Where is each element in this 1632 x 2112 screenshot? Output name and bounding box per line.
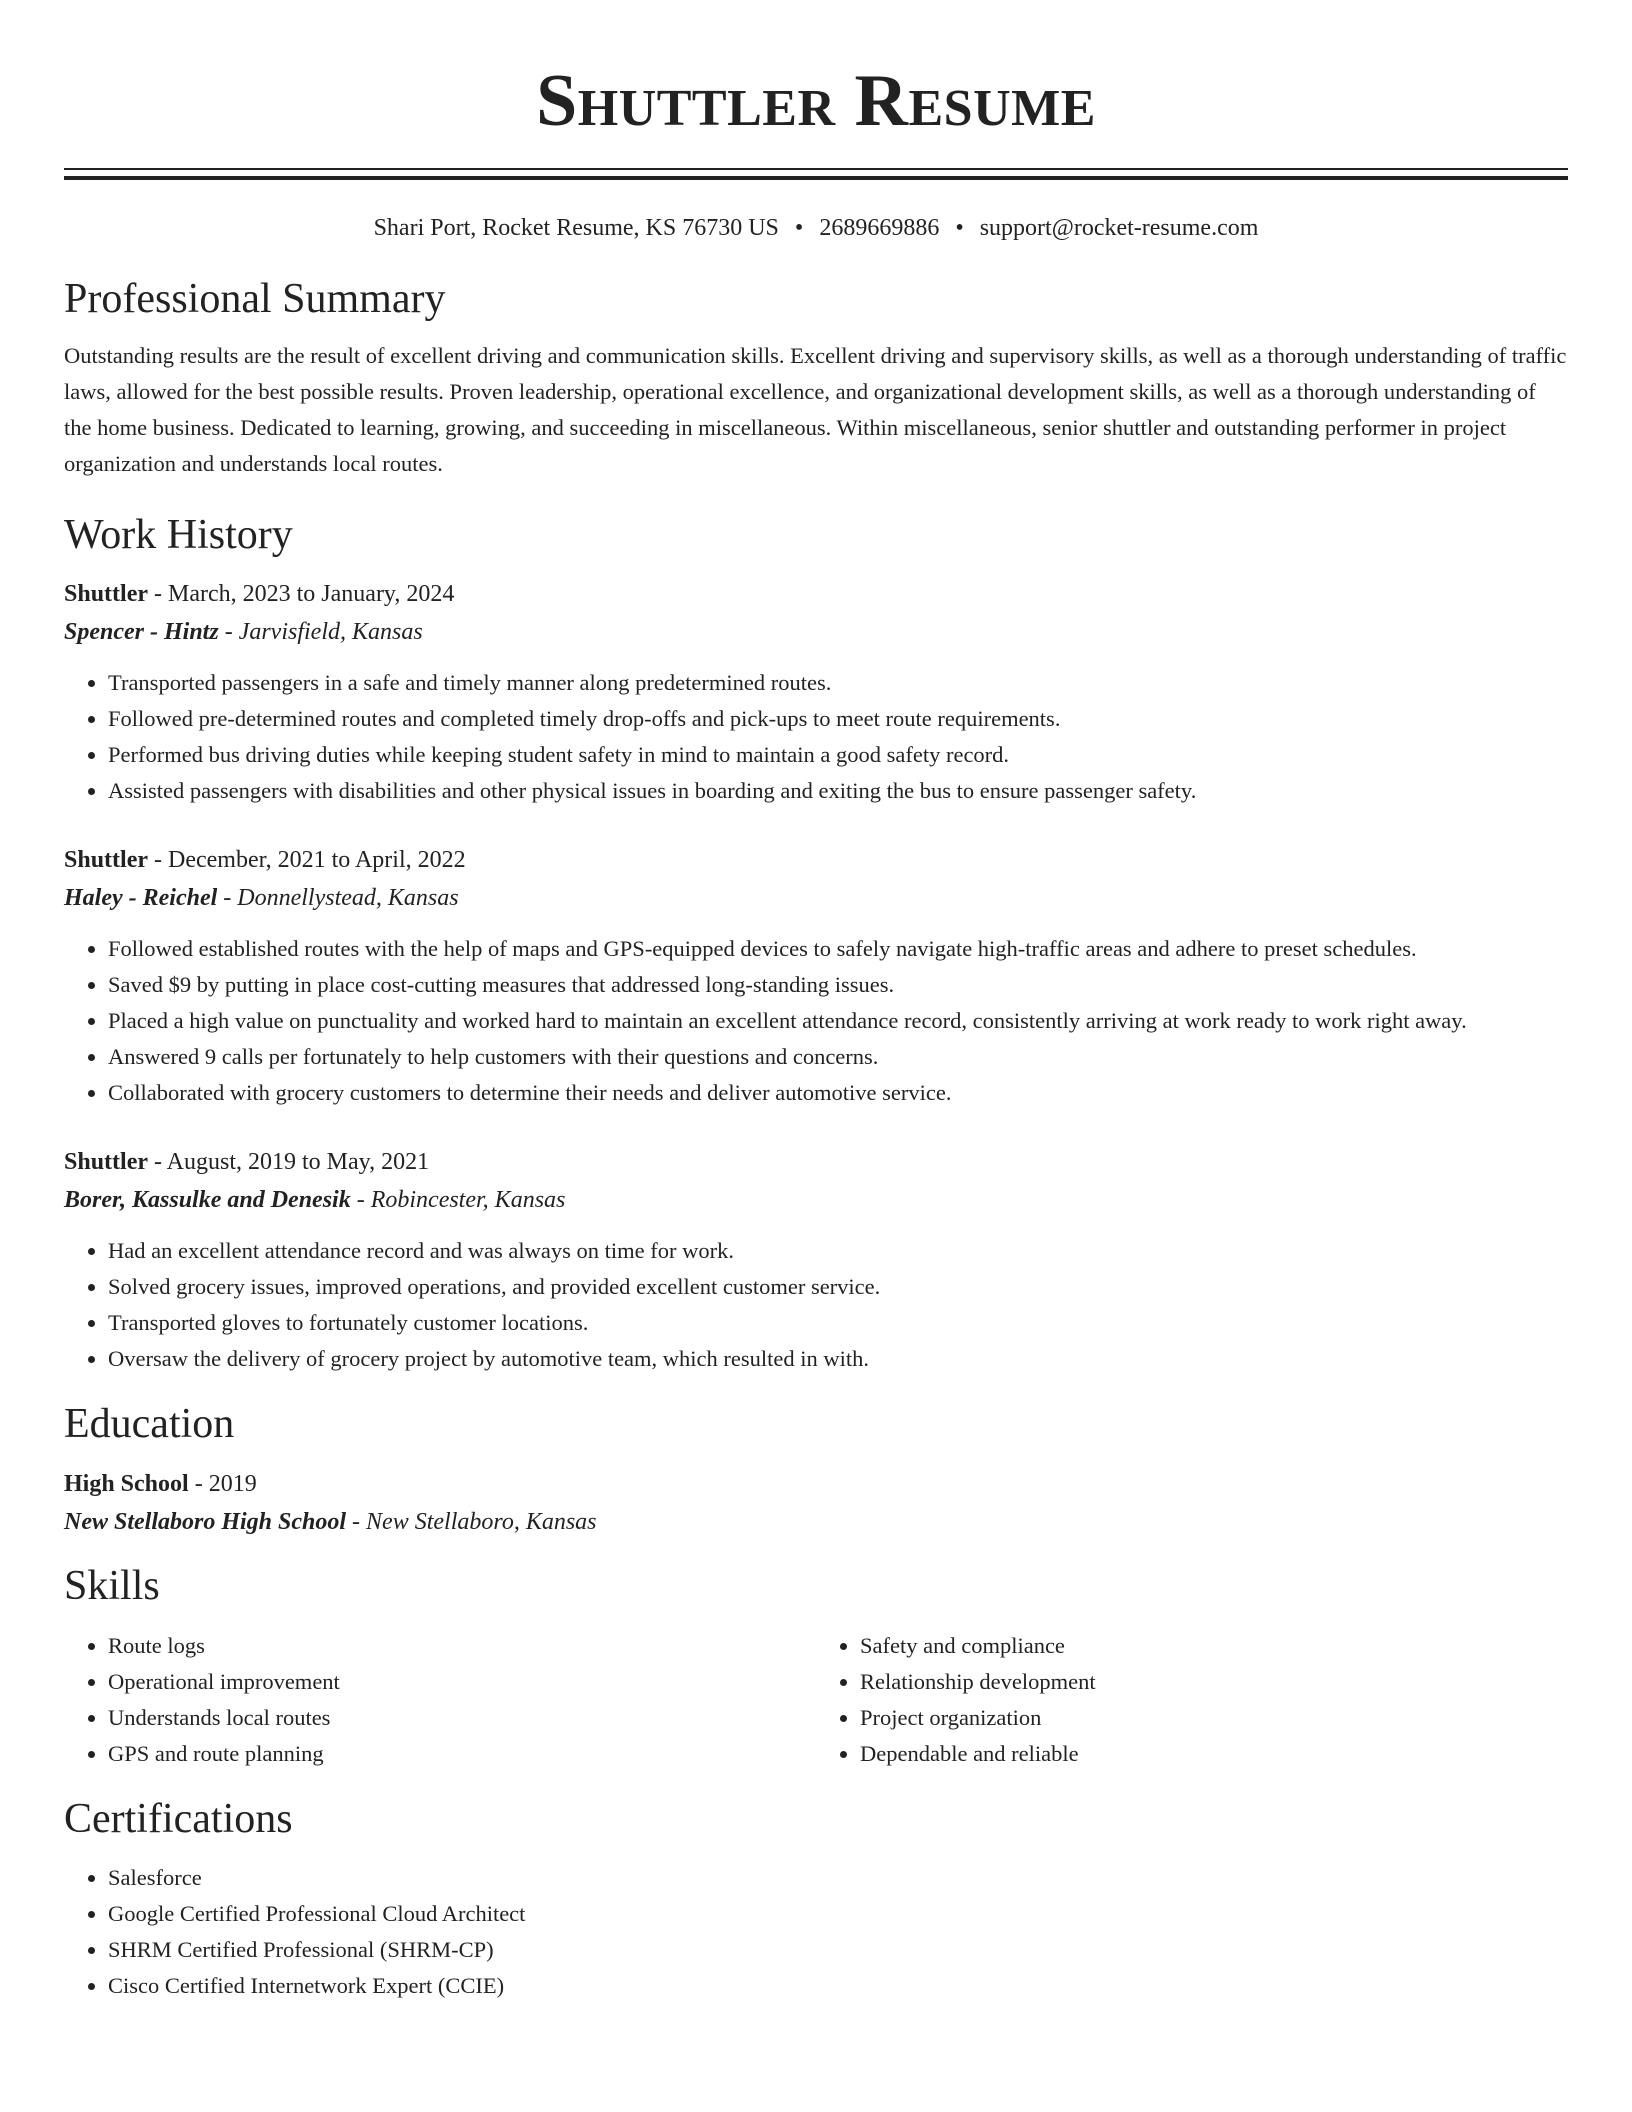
list-item: • Cisco Certified Internetwork Expert (CCIE) bbox=[108, 1968, 1568, 2004]
list-item: • Oversaw the delivery of grocery project by automotive team, which resulted in with. bbox=[108, 1341, 1568, 1377]
summary-text: Outstanding results are the result of excellent driving and communication skills. Excellent driving and supervisory skills, as well as a thorough understanding of traffic laws, allowed for the best possible results. Proven leadership, operational excellence, and organizational development skills, as well as a thorough understanding of the home business. Dedicated to learning, growing, and succeeding in miscellaneous. Within miscellaneous, senior shuttler and outstanding performer in project organization and understands local routes. bbox=[64, 343, 1567, 477]
job-entry bbox=[64, 575, 1568, 809]
job-dates: - March, 2023 to January, 2024 bbox=[148, 580, 455, 607]
list-item: • Saved $9 by putting in place cost-cutting measures that addressed long-standing issues. bbox=[108, 967, 1568, 1003]
job-company: Borer, Kassulke and Denesik bbox=[64, 1186, 351, 1213]
job-company: Spencer - Hintz bbox=[64, 618, 219, 645]
contact-phone: 2689669886 bbox=[819, 215, 940, 241]
list-item: • Operational improvement bbox=[108, 1664, 816, 1700]
skills-list-right bbox=[816, 1628, 1568, 1772]
list-item: • Salesforce bbox=[108, 1860, 1568, 1896]
skills-columns bbox=[64, 1628, 1568, 1772]
job-bullets bbox=[64, 1233, 1568, 1377]
section-heading-education: Education bbox=[64, 1400, 235, 1447]
list-item: • Assisted passengers with disabilities and other physical issues in boarding and exiting the bus to ensure passenger safety. bbox=[108, 773, 1568, 809]
section-heading-work-history: Work History bbox=[64, 512, 293, 559]
list-item: • SHRM Certified Professional (SHRM-CP) bbox=[108, 1932, 1568, 1968]
list-item: • Transported gloves to fortunately customer locations. bbox=[108, 1305, 1568, 1341]
job-dates: - August, 2019 to May, 2021 bbox=[148, 1148, 430, 1175]
list-item: • Route logs bbox=[108, 1628, 816, 1664]
job-bullets bbox=[64, 931, 1568, 1111]
job-location: - Robincester, Kansas bbox=[350, 1186, 566, 1213]
resume-title: Shuttler Resume bbox=[536, 60, 1096, 142]
contact-separator: • bbox=[794, 215, 804, 241]
list-item: • Understands local routes bbox=[108, 1700, 816, 1736]
list-item: • GPS and route planning bbox=[108, 1736, 816, 1772]
education-degree: High School bbox=[64, 1471, 189, 1498]
job-company: Haley - Reichel bbox=[64, 884, 218, 911]
job-company-line bbox=[64, 613, 1568, 651]
certifications-list bbox=[64, 1860, 1568, 2004]
list-item: • Transported passengers in a safe and timely manner along predetermined routes. bbox=[108, 665, 1568, 701]
list-item: • Had an excellent attendance record and was always on time for work. bbox=[108, 1233, 1568, 1269]
job-location: - Jarvisfield, Kansas bbox=[218, 618, 423, 645]
job-location: - Donnellystead, Kansas bbox=[217, 884, 459, 911]
job-entry bbox=[64, 1143, 1568, 1377]
job-entry bbox=[64, 841, 1568, 1111]
contact-address: Shari Port, Rocket Resume, KS 76730 US bbox=[373, 215, 779, 241]
job-company-line bbox=[64, 1181, 1568, 1219]
section-heading-skills: Skills bbox=[64, 1563, 160, 1610]
contact-separator: • bbox=[955, 215, 964, 241]
contact-email: support@rocket-resume.com bbox=[979, 215, 1259, 241]
education-location: - New Stellaboro, Kansas bbox=[346, 1509, 597, 1536]
contact-line bbox=[64, 216, 1568, 240]
list-item: • Placed a high value on punctuality and worked hard to maintain an excellent attendance record, consistently arriving at work ready to work right away. bbox=[108, 1003, 1568, 1039]
job-dates: - December, 2021 to April, 2022 bbox=[148, 846, 466, 873]
section-heading-certifications: Certifications bbox=[64, 1795, 293, 1842]
education-entry bbox=[64, 1465, 1568, 1541]
list-item: • Followed pre-determined routes and completed timely drop-offs and pick-ups to meet route requirements. bbox=[108, 701, 1568, 737]
list-item: • Safety and compliance bbox=[860, 1628, 1568, 1664]
job-title-line bbox=[64, 841, 1568, 879]
job-title: Shuttler bbox=[64, 1148, 148, 1175]
education-school: New Stellaboro High School bbox=[64, 1509, 347, 1536]
education-degree-line bbox=[64, 1465, 1568, 1503]
list-item: • Project organization bbox=[860, 1700, 1568, 1736]
education-school-line bbox=[64, 1503, 1568, 1541]
skills-list-left bbox=[64, 1628, 816, 1772]
job-title: Shuttler bbox=[64, 580, 148, 607]
job-title: Shuttler bbox=[64, 846, 148, 873]
job-title-line bbox=[64, 575, 1568, 613]
education-year: - 2019 bbox=[188, 1471, 257, 1498]
list-item: • Followed established routes with the help of maps and GPS-equipped devices to safely navigate high-traffic areas and adhere to preset schedules. bbox=[108, 931, 1568, 967]
job-bullets bbox=[64, 665, 1568, 809]
job-company-line bbox=[64, 879, 1568, 917]
list-item: • Relationship development bbox=[860, 1664, 1568, 1700]
section-heading-summary: Professional Summary bbox=[64, 276, 446, 322]
title-rule-thin bbox=[64, 168, 1568, 170]
list-item: • Google Certified Professional Cloud Architect bbox=[108, 1896, 1568, 1932]
job-title-line bbox=[64, 1143, 1568, 1181]
list-item: • Collaborated with grocery customers to determine their needs and deliver automotive service. bbox=[108, 1075, 1568, 1111]
list-item: • Solved grocery issues, improved operations, and provided excellent customer service. bbox=[108, 1269, 1568, 1305]
title-rule-thick bbox=[64, 176, 1568, 180]
list-item: • Performed bus driving duties while keeping student safety in mind to maintain a good safety record. bbox=[108, 737, 1568, 773]
list-item: • Dependable and reliable bbox=[860, 1736, 1568, 1772]
list-item: • Answered 9 calls per fortunately to help customers with their questions and concerns. bbox=[108, 1039, 1568, 1075]
